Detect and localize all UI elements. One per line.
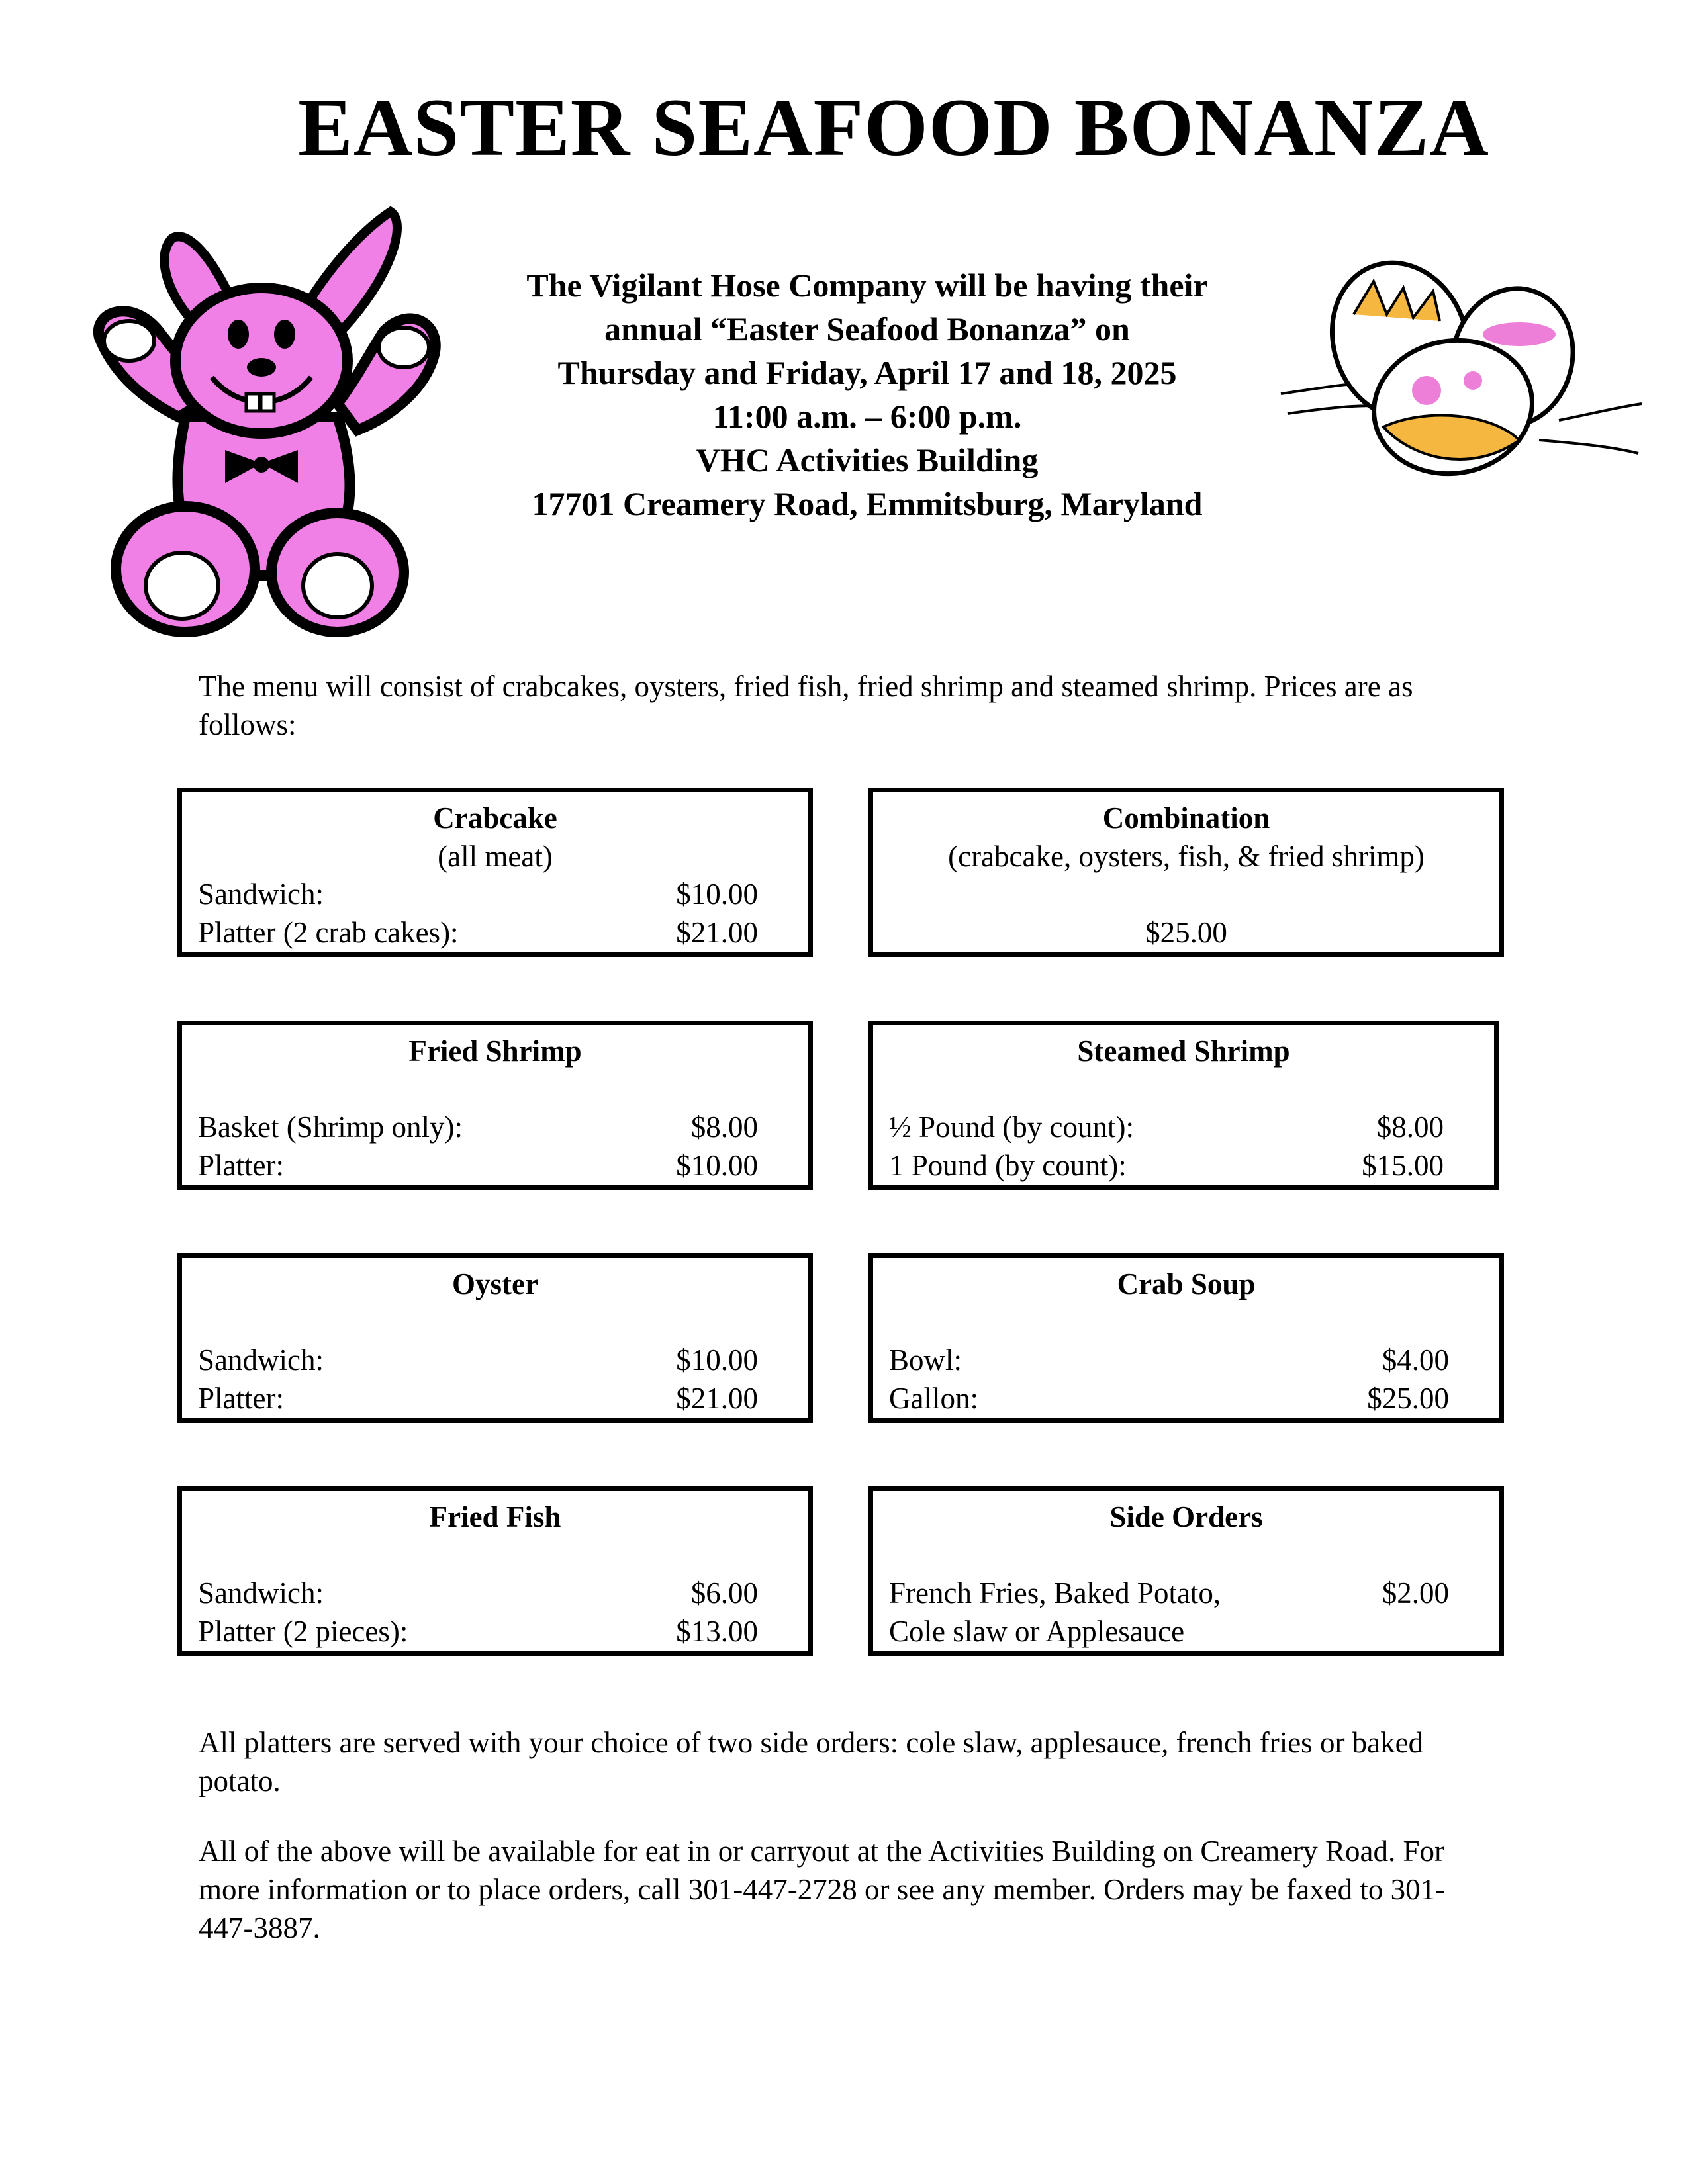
menu-item-price: $2.00 — [1382, 1576, 1449, 1610]
menu-item — [889, 1379, 1449, 1418]
menu-item — [198, 1379, 758, 1418]
menu-item — [198, 1146, 758, 1185]
menu-item — [889, 1146, 1444, 1185]
menu-box-heading: Crab Soup — [1117, 1267, 1256, 1300]
menu-item — [198, 1341, 758, 1379]
menu-item-label: Basket (Shrimp only): — [198, 1111, 463, 1144]
menu-item — [889, 1612, 1449, 1651]
announcement-line: annual “Easter Seafood Bonanza” on — [604, 310, 1130, 347]
contact-note: All of the above will be available for eat in or carryout at the Activities Building on Creamery Road. For more information or to place orders, call 301-447-2728 or see any member. Orders may be faxed to 301-447-3887. — [199, 1835, 1446, 1944]
menu-item-price: $21.00 — [676, 916, 758, 949]
menu-item — [198, 1574, 758, 1612]
menu-item-price: $10.00 — [676, 1343, 758, 1377]
menu-item-label: Cole slaw or Applesauce — [889, 1615, 1185, 1648]
menu-item-label: French Fries, Baked Potato, — [889, 1576, 1221, 1610]
menu-item-label: Platter (2 crab cakes): — [198, 916, 459, 949]
announcement-line: The Vigilant Hose Company will be having their — [526, 267, 1208, 304]
menu-item-price: $4.00 — [1382, 1343, 1449, 1377]
menu-item-label: 1 Pound (by count): — [889, 1149, 1127, 1182]
menu-item-label: Gallon: — [889, 1382, 978, 1415]
menu-box-fried-shrimp — [177, 1021, 813, 1190]
menu-item — [198, 1612, 758, 1651]
menu-item-price: $25.00 — [1367, 1382, 1449, 1415]
menu-item — [889, 1108, 1444, 1146]
menu-box-fried-fish — [177, 1486, 813, 1656]
event-address: 17701 Creamery Road, Emmitsburg, Maryland — [532, 485, 1203, 522]
menu-item-label: Sandwich: — [198, 1343, 324, 1377]
menu-item-price: $8.00 — [1376, 1111, 1444, 1144]
menu-item — [198, 1108, 758, 1146]
menu-item-price: $25.00 — [1145, 916, 1227, 949]
menu-item-label: Sandwich: — [198, 878, 324, 911]
menu-item — [889, 1574, 1449, 1612]
menu-box-crab-soup — [868, 1253, 1504, 1423]
menu-intro: The menu will consist of crabcakes, oysters, fried fish, fried shrimp and steamed shrimp. Prices are as follows: — [199, 670, 1413, 741]
menu-box-heading: Combination — [1102, 801, 1270, 835]
menu-box-heading: Side Orders — [1109, 1500, 1263, 1533]
menu-box-side-orders — [868, 1486, 1504, 1656]
menu-item-label: ½ Pound (by count): — [889, 1111, 1134, 1144]
menu-box-crabcake — [177, 788, 813, 957]
menu-item — [198, 875, 758, 913]
flyer-title: EASTER SEAFOOD BONANZA — [298, 82, 1489, 173]
menu-item-label: Platter: — [198, 1149, 284, 1182]
event-venue: VHC Activities Building — [696, 441, 1039, 478]
menu-item-price: $6.00 — [690, 1576, 758, 1610]
event-hours: 11:00 a.m. – 6:00 p.m. — [712, 398, 1022, 435]
menu-box-subheading: (all meat) — [438, 840, 553, 873]
menu-item-price: $10.00 — [676, 1149, 758, 1182]
easter-eggs-illustration — [1274, 242, 1645, 486]
menu-box-oyster — [177, 1253, 813, 1423]
menu-box-heading: Steamed Shrimp — [1077, 1034, 1290, 1068]
menu-box-heading: Fried Shrimp — [408, 1034, 582, 1068]
menu-item-label: Bowl: — [889, 1343, 962, 1377]
menu-item-price: $21.00 — [676, 1382, 758, 1415]
event-dates: Thursday and Friday, April 17 and 18, 2025 — [557, 354, 1177, 391]
side-orders-note: All platters are served with your choice of two side orders: cole slaw, applesauce, french fries or baked potato. — [199, 1726, 1424, 1797]
menu-item-price: $13.00 — [676, 1615, 758, 1648]
menu-item-price: $8.00 — [690, 1111, 758, 1144]
menu-item-price: $10.00 — [676, 878, 758, 911]
menu-box-heading: Crabcake — [433, 801, 557, 835]
menu-item-label: Platter: — [198, 1382, 284, 1415]
menu-box-heading: Fried Fish — [429, 1500, 561, 1533]
menu-box-combination — [868, 788, 1504, 957]
menu-item-label: Sandwich: — [198, 1576, 324, 1610]
menu-box-heading: Oyster — [452, 1267, 538, 1300]
menu-box-steamed-shrimp — [868, 1021, 1499, 1190]
menu-item-label: Platter (2 pieces): — [198, 1615, 408, 1648]
event-announcement — [424, 263, 1311, 525]
menu-item — [198, 913, 758, 952]
menu-item — [889, 1341, 1449, 1379]
easter-bunny-illustration — [73, 199, 450, 649]
menu-item-price: $15.00 — [1362, 1149, 1444, 1182]
menu-box-subheading: (crabcake, oysters, fish, & fried shrimp) — [948, 840, 1425, 873]
